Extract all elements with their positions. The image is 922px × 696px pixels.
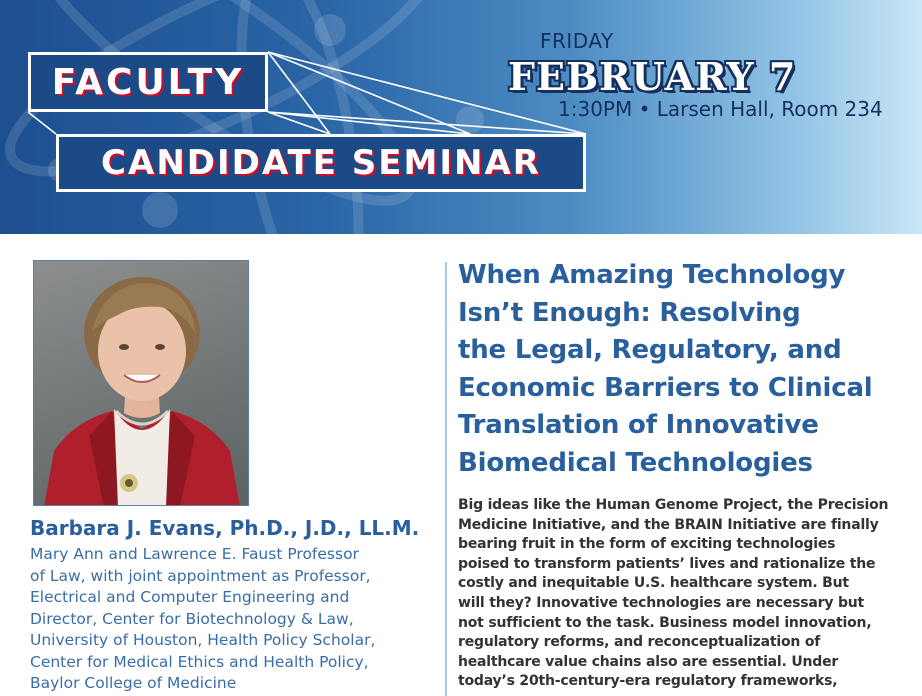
abstract-line: not sufficient to the task. Business model innovation, xyxy=(458,614,872,631)
speaker-portrait-illustration xyxy=(34,261,249,506)
speaker-bio-line: Baylor College of Medicine xyxy=(30,674,237,692)
speaker-bio-line: Electrical and Computer Engineering and xyxy=(30,588,350,606)
faculty-label-box xyxy=(28,52,268,112)
speaker-bio-line: University of Houston, Health Policy Scholar, xyxy=(30,631,376,649)
seminar-label: CANDIDATE SEMINAR xyxy=(101,143,541,183)
speaker-name: Barbara J. Evans, Ph.D., J.D., LL.M. xyxy=(30,516,420,540)
talk-title-line: the Legal, Regulatory, and xyxy=(458,335,842,365)
faculty-label: FACULTY xyxy=(51,61,245,103)
speaker-bio xyxy=(30,544,430,695)
abstract-line: bearing fruit in the form of exciting technologies xyxy=(458,536,836,553)
talk-title-line: When Amazing Technology xyxy=(458,260,846,290)
header-banner xyxy=(0,0,922,234)
seminar-label-box xyxy=(56,134,586,192)
talk-abstract xyxy=(458,496,918,692)
talk-title-line: Economic Barriers to Clinical xyxy=(458,372,873,403)
abstract-line: will they? Innovative technologies are necessary but xyxy=(458,594,865,611)
abstract-line: today’s 20th-century-era regulatory frameworks, xyxy=(458,673,838,690)
speaker-bio-line: Center for Medical Ethics and Health Policy, xyxy=(30,652,369,671)
abstract-line: Big ideas like the Human Genome Project, the Precision xyxy=(458,497,889,513)
talk-title-line: Isn’t Enough: Resolving xyxy=(458,297,801,328)
event-day: FRIDAY xyxy=(540,29,614,53)
speaker-bio-line: of Law, with joint appointment as Professor, xyxy=(30,566,371,585)
talk-title-line: Biomedical Technologies xyxy=(458,447,813,478)
event-date: FEBRUARY 7 xyxy=(508,54,797,99)
abstract-line: regulatory reforms, and reconceptualization of xyxy=(458,634,821,651)
abstract-line: costly and inequitable U.S. healthcare system. But xyxy=(458,575,849,592)
talk-title-line: Translation of Innovative xyxy=(458,410,819,440)
speaker-photo xyxy=(33,260,249,506)
abstract-line: Medicine Initiative, and the BRAIN Initiative are finally xyxy=(458,516,879,533)
abstract-line: healthcare value chains also are essential. Under xyxy=(458,653,839,670)
speaker-bio-line: Director, Center for Biotechnology & Law, xyxy=(30,609,354,628)
speaker-bio-line: Mary Ann and Lawrence E. Faust Professor xyxy=(30,545,359,563)
abstract-line: poised to transform patients’ lives and rationalize the xyxy=(458,555,876,572)
column-divider xyxy=(445,262,447,696)
event-time-location: 1:30PM • Larsen Hall, Room 234 xyxy=(558,97,883,121)
talk-title xyxy=(458,257,918,482)
